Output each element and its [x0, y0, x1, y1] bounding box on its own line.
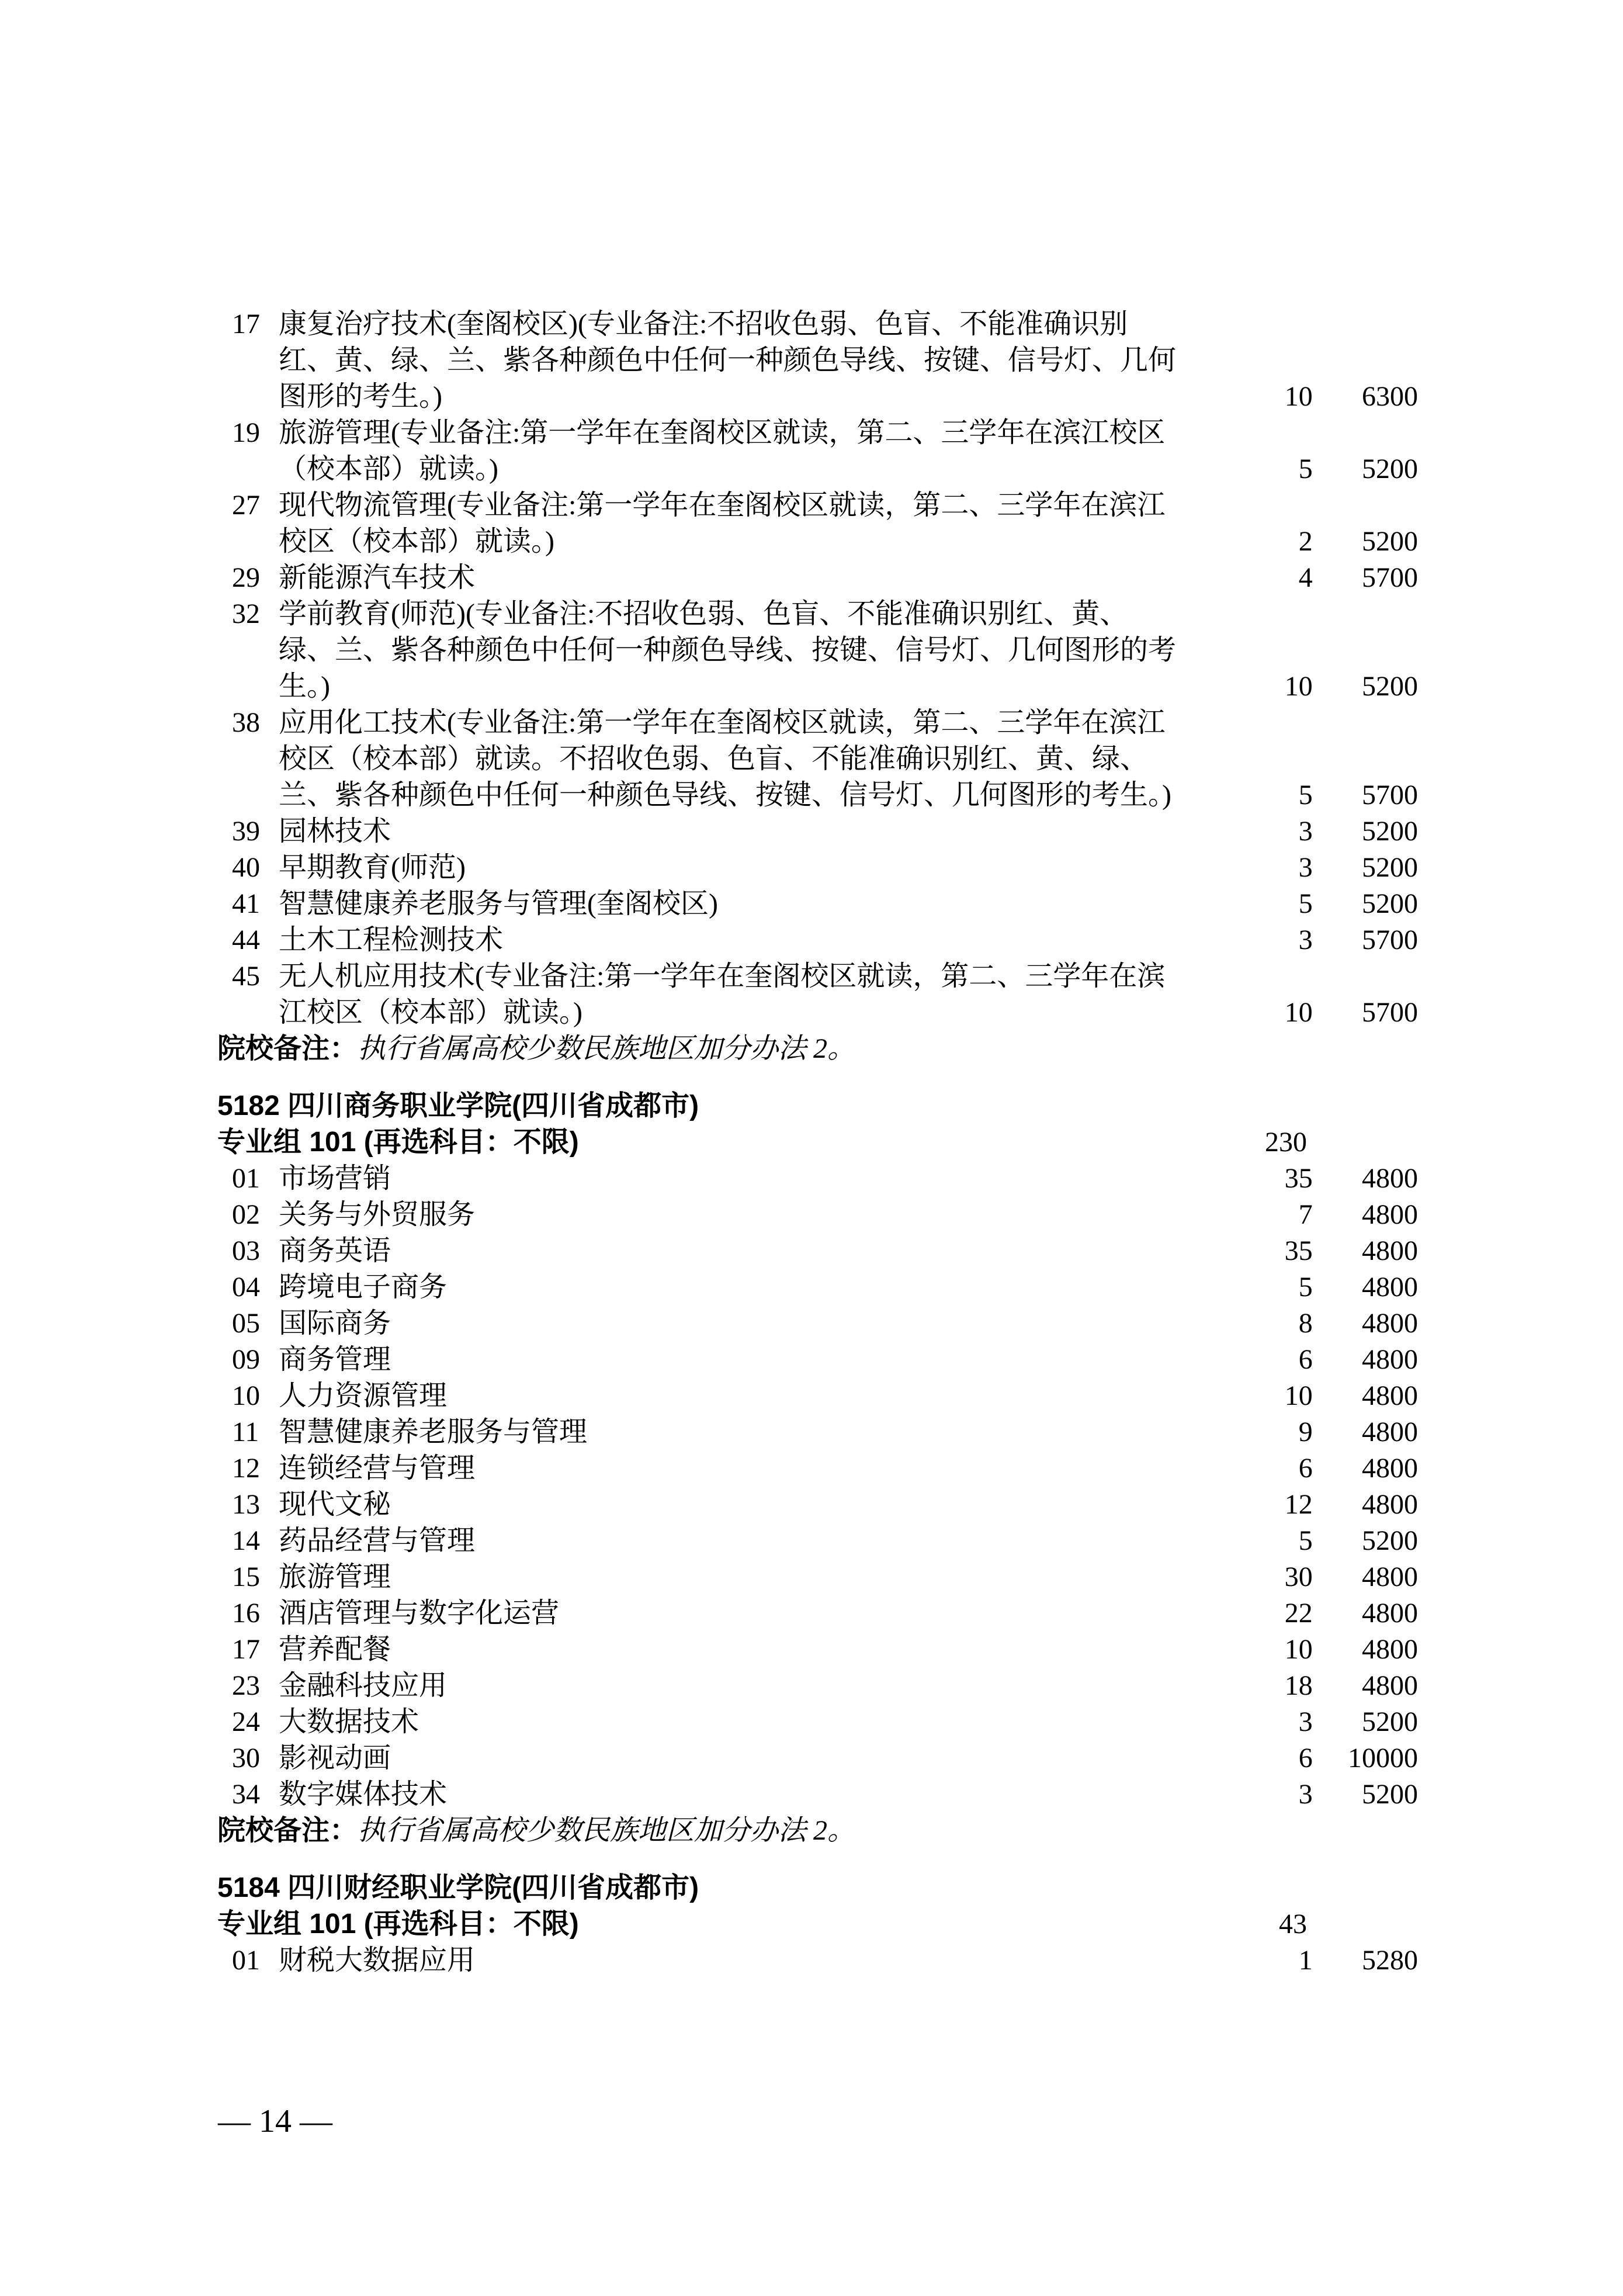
program-row	[217, 560, 1418, 596]
tuition-fee: 4800	[1362, 1489, 1418, 1520]
program-name: 财税大数据应用	[279, 1945, 476, 1976]
enrollment-count: 5	[1298, 453, 1313, 484]
program-name: 应用化工技术(专业备注:第一学年在奎阁校区就读，第二、三学年在滨江校区（校本部）就读。不招收色弱、色盲、不能准确识别红、黄、绿、兰、紫各种颜色中任何一种颜色导线、按键、信号灯、几何图形的考生。)	[279, 707, 1171, 811]
program-no: 29	[232, 562, 260, 593]
enrollment-count: 10	[1284, 381, 1313, 412]
program-text	[217, 958, 1177, 1031]
program-text	[217, 1197, 1177, 1233]
program-row	[217, 1414, 1418, 1450]
program-no: 15	[232, 1561, 260, 1592]
program-row	[217, 1197, 1418, 1233]
program-text	[217, 1378, 1177, 1414]
tuition-fee: 5700	[1362, 924, 1418, 955]
tuition-fee: 5200	[1362, 816, 1418, 847]
program-text	[217, 1668, 1177, 1704]
institution-header: 5184 四川财经职业学院(四川省成都市)	[217, 1872, 699, 1903]
program-name: 药品经营与管理	[279, 1525, 476, 1556]
program-no: 01	[232, 1945, 260, 1976]
program-row	[217, 1269, 1418, 1305]
group-count: 43	[1279, 1909, 1307, 1940]
enrollment-count: 5	[1298, 1525, 1313, 1556]
enrollment-count: 3	[1298, 852, 1313, 883]
program-no: 41	[232, 888, 260, 919]
group-count: 230	[1265, 1127, 1307, 1158]
enrollment-count: 6	[1298, 1743, 1313, 1774]
program-no: 13	[232, 1489, 260, 1520]
program-name: 跨境电子商务	[279, 1272, 448, 1303]
program-row	[217, 415, 1418, 487]
enrollment-count: 12	[1284, 1489, 1313, 1520]
program-no: 01	[232, 1163, 260, 1194]
enrollment-count: 3	[1298, 1706, 1313, 1737]
program-name: 土木工程检测技术	[279, 924, 504, 955]
program-name: 影视动画	[279, 1743, 391, 1774]
program-row	[217, 1942, 1418, 1979]
enrollment-count: 7	[1298, 1199, 1313, 1230]
enrollment-count: 2	[1298, 526, 1313, 557]
program-name: 学前教育(师范)(专业备注:不招收色弱、色盲、不能准确识别红、黄、绿、兰、紫各种颜色中任何一种颜色导线、按键、信号灯、几何图形的考生。)	[279, 598, 1177, 702]
program-name: 现代物流管理(专业备注:第一学年在奎阁校区就读，第二、三学年在滨江校区（校本部）就读。)	[279, 490, 1166, 557]
program-row	[217, 1342, 1418, 1378]
tuition-fee: 4800	[1362, 1670, 1418, 1701]
enrollment-count: 5	[1298, 888, 1313, 919]
program-text	[217, 1342, 1177, 1378]
program-no: 17	[232, 309, 260, 340]
program-row	[217, 958, 1418, 1031]
program-name: 市场营销	[279, 1163, 391, 1194]
program-row	[217, 596, 1418, 705]
program-name: 营养配餐	[279, 1634, 391, 1665]
program-no: 19	[232, 417, 260, 448]
page-number: — 14 —	[218, 2103, 332, 2139]
program-no: 24	[232, 1706, 260, 1737]
enrollment-count: 30	[1284, 1561, 1313, 1592]
tuition-fee: 4800	[1362, 1634, 1418, 1665]
program-name: 酒店管理与数字化运营	[279, 1598, 560, 1629]
program-text	[217, 850, 1177, 886]
program-name: 无人机应用技术(专业备注:第一学年在奎阁校区就读，第二、三学年在滨江校区（校本部）就读。)	[279, 961, 1166, 1028]
enrollment-count: 9	[1298, 1417, 1313, 1447]
tuition-fee: 4800	[1362, 1199, 1418, 1230]
program-no: 45	[232, 961, 260, 992]
program-name: 金融科技应用	[279, 1670, 448, 1701]
program-no: 40	[232, 852, 260, 883]
tuition-fee: 5200	[1362, 1706, 1418, 1737]
program-text	[217, 1269, 1177, 1305]
program-no: 39	[232, 816, 260, 847]
program-text	[217, 596, 1177, 705]
enrollment-count: 35	[1284, 1235, 1313, 1266]
program-no: 04	[232, 1272, 260, 1303]
program-no: 10	[232, 1380, 260, 1411]
enrollment-count: 5	[1298, 780, 1313, 811]
program-name: 商务管理	[279, 1344, 391, 1375]
program-row	[217, 886, 1418, 922]
program-text	[217, 1523, 1177, 1559]
program-no: 09	[232, 1344, 260, 1375]
program-text	[217, 1559, 1177, 1595]
enrollment-count: 5	[1298, 1272, 1313, 1303]
program-text	[217, 560, 1177, 596]
program-name: 早期教育(师范)	[279, 852, 466, 883]
tuition-fee: 4800	[1362, 1308, 1418, 1339]
program-text	[217, 1305, 1177, 1342]
program-row	[217, 1632, 1418, 1668]
program-text	[217, 1487, 1177, 1523]
program-no: 44	[232, 924, 260, 955]
program-text	[217, 1776, 1177, 1813]
tuition-fee: 5700	[1362, 997, 1418, 1028]
note-text: 执行省属高校少数民族地区加分办法 2。	[358, 1815, 856, 1846]
program-name: 人力资源管理	[279, 1380, 448, 1411]
tuition-fee: 4800	[1362, 1235, 1418, 1266]
program-row	[217, 1161, 1418, 1197]
program-row	[217, 1305, 1418, 1342]
tuition-fee: 4800	[1362, 1163, 1418, 1194]
program-group-row	[217, 1124, 1418, 1161]
tuition-fee: 4800	[1362, 1380, 1418, 1411]
program-row	[217, 1740, 1418, 1776]
program-no: 03	[232, 1235, 260, 1266]
program-row	[217, 1487, 1418, 1523]
program-row	[217, 1595, 1418, 1632]
program-name: 智慧健康养老服务与管理	[279, 1417, 588, 1447]
program-name: 关务与外贸服务	[279, 1199, 476, 1230]
group-label: 专业组 101 (再选科目：不限)	[217, 1909, 579, 1940]
program-name: 康复治疗技术(奎阁校区)(专业备注:不招收色弱、色盲、不能准确识别红、黄、绿、兰、紫各种颜色中任何一种颜色导线、按键、信号灯、几何图形的考生。)	[279, 309, 1177, 412]
tuition-fee: 10000	[1348, 1743, 1418, 1774]
program-row	[217, 1450, 1418, 1487]
institution-header: 5182 四川商务职业学院(四川省成都市)	[217, 1090, 699, 1121]
enrollment-count: 4	[1298, 562, 1313, 593]
program-no: 02	[232, 1199, 260, 1230]
program-text	[217, 1632, 1177, 1668]
enrollment-count: 22	[1284, 1598, 1313, 1629]
note-text: 执行省属高校少数民族地区加分办法 2。	[358, 1033, 856, 1064]
tuition-fee: 5200	[1362, 671, 1418, 702]
program-text	[217, 1233, 1177, 1269]
program-row	[217, 1559, 1418, 1595]
program-no: 23	[232, 1670, 260, 1701]
program-text	[217, 1704, 1177, 1740]
program-no: 17	[232, 1634, 260, 1665]
program-no: 27	[232, 490, 260, 521]
program-name: 国际商务	[279, 1308, 391, 1339]
tuition-fee: 5200	[1362, 453, 1418, 484]
program-row	[217, 306, 1418, 415]
program-text	[217, 922, 1177, 958]
enrollment-count: 6	[1298, 1344, 1313, 1375]
program-row	[217, 922, 1418, 958]
program-text	[217, 1595, 1177, 1632]
program-text	[217, 886, 1177, 922]
program-row	[217, 813, 1418, 850]
program-no: 30	[232, 1743, 260, 1774]
program-name: 连锁经营与管理	[279, 1453, 476, 1484]
program-row	[217, 1523, 1418, 1559]
program-no: 11	[232, 1417, 259, 1447]
program-row	[217, 1378, 1418, 1414]
note-label: 院校备注：	[217, 1033, 358, 1064]
tuition-fee: 5200	[1362, 888, 1418, 919]
program-row	[217, 1233, 1418, 1269]
tuition-fee: 5200	[1362, 852, 1418, 883]
program-text	[217, 487, 1177, 560]
enrollment-count: 18	[1284, 1670, 1313, 1701]
program-name: 商务英语	[279, 1235, 391, 1266]
program-row	[217, 1704, 1418, 1740]
program-row	[217, 1668, 1418, 1704]
program-text	[217, 705, 1177, 813]
program-text	[217, 813, 1177, 850]
enrollment-count: 8	[1298, 1308, 1313, 1339]
note-label: 院校备注：	[217, 1815, 358, 1846]
institution-note	[217, 1813, 1418, 1849]
program-no: 14	[232, 1525, 260, 1556]
program-name: 园林技术	[279, 816, 391, 847]
program-row	[217, 705, 1418, 813]
tuition-fee: 5200	[1362, 1779, 1418, 1810]
program-no: 32	[232, 598, 260, 629]
program-no: 12	[232, 1453, 260, 1484]
program-name: 智慧健康养老服务与管理(奎阁校区)	[279, 888, 718, 919]
enrollment-count: 3	[1298, 924, 1313, 955]
program-no: 34	[232, 1779, 260, 1810]
enrollment-count: 10	[1284, 1380, 1313, 1411]
institution-note	[217, 1031, 1418, 1067]
enrollment-count: 10	[1284, 1634, 1313, 1665]
program-name: 数字媒体技术	[279, 1779, 448, 1810]
tuition-fee: 4800	[1362, 1561, 1418, 1592]
program-row	[217, 850, 1418, 886]
program-text	[217, 415, 1177, 487]
program-text	[217, 1942, 1177, 1979]
tuition-fee: 4800	[1362, 1598, 1418, 1629]
program-name: 新能源汽车技术	[279, 562, 476, 593]
enrollment-count: 3	[1298, 1779, 1313, 1810]
program-no: 38	[232, 707, 260, 738]
enrollment-count: 10	[1284, 671, 1313, 702]
program-name: 旅游管理(专业备注:第一学年在奎阁校区就读，第二、三学年在滨江校区（校本部）就读。)	[279, 417, 1166, 484]
enrollment-count: 3	[1298, 816, 1313, 847]
tuition-fee: 5200	[1362, 526, 1418, 557]
group-label: 专业组 101 (再选科目：不限)	[217, 1127, 579, 1158]
tuition-fee: 4800	[1362, 1417, 1418, 1447]
program-text	[217, 306, 1177, 415]
tuition-fee: 5700	[1362, 562, 1418, 593]
program-row	[217, 487, 1418, 560]
program-name: 大数据技术	[279, 1706, 419, 1737]
tuition-fee: 6300	[1362, 381, 1418, 412]
program-name: 现代文秘	[279, 1489, 391, 1520]
admission-list	[217, 306, 1418, 1979]
program-row	[217, 1776, 1418, 1813]
tuition-fee: 4800	[1362, 1453, 1418, 1484]
tuition-fee: 5200	[1362, 1525, 1418, 1556]
tuition-fee: 5280	[1362, 1945, 1418, 1976]
tuition-fee: 5700	[1362, 780, 1418, 811]
program-text	[217, 1450, 1177, 1487]
enrollment-count: 35	[1284, 1163, 1313, 1194]
tuition-fee: 4800	[1362, 1344, 1418, 1375]
program-no: 05	[232, 1308, 260, 1339]
program-no: 16	[232, 1598, 260, 1629]
enrollment-count: 6	[1298, 1453, 1313, 1484]
program-group-row	[217, 1906, 1418, 1942]
program-text	[217, 1161, 1177, 1197]
program-name: 旅游管理	[279, 1561, 391, 1592]
program-text	[217, 1414, 1177, 1450]
enrollment-count: 1	[1298, 1945, 1313, 1976]
enrollment-count: 10	[1284, 997, 1313, 1028]
tuition-fee: 4800	[1362, 1272, 1418, 1303]
program-text	[217, 1740, 1177, 1776]
